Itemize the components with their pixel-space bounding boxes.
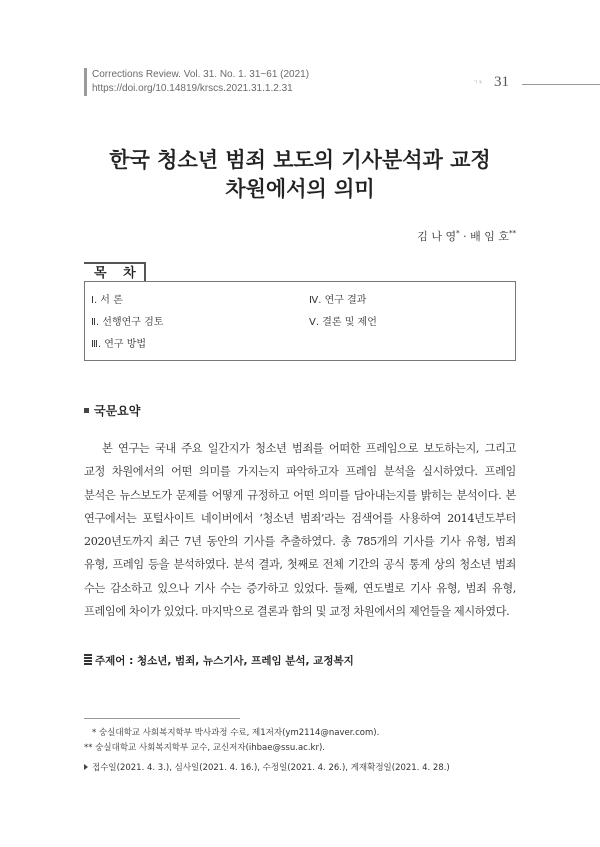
toc-item-results[interactable]: Ⅳ. 연구 결과 [309,295,367,306]
keywords-terms: 청소년, 범죄, 뉴스기사, 프레임 분석, 교정복지 [136,655,354,667]
submission-dates [84,761,450,776]
abstract-heading [84,402,140,419]
footnote-author-1: * 숭실대학교 사회복지학부 박사과정 수료, 제1저자(ym2114@naver.com). [92,728,380,738]
running-mark: ㄱㅊ [473,80,483,86]
toc-item-intro[interactable]: Ⅰ. 서 론 [91,295,123,306]
toc-box [84,281,516,361]
abstract-heading-text: 국문요약 [94,404,141,418]
toc-label: 목 차 [84,262,146,281]
title-line-2: 차원에서의 의미 [225,177,375,201]
journal-citation: Corrections Review. Vol. 31. No. 1. 31~61 (2021) [92,69,310,80]
authors [417,228,516,244]
keywords-label: 주제어 [95,655,126,667]
footnotes [84,726,450,776]
toc-item-literature[interactable]: Ⅱ. 선행연구 검토 [91,317,164,328]
square-bullet-icon [84,408,89,413]
abstract-body: 본 연구는 국내 주요 일간지가 청소년 범죄를 어떠한 프레임으로 보도하는지, 그리고 교정 차원에서의 어떤 의미를 가지는지 파악하고자 프레임 분석을 실시하였다. 프레임 분석은 뉴스보도가 문제를 어떻게 규정하고 어떤 의미를 담아내는지를 밝히는 분석이다. 본 연구에서는 포털사이트 네이버에서 ‘청소년 범죄’라는 검색어를 사용하여 2014년도부터 2020년도까지 최근 7년 동안의 기사를 추출하였다. 총 785개의 기사를 기사 유형, 범죄 유형, 프레임 등을 분석하였다. 분석 결과, 첫째로 전체 기간의 공식 통계 상의 청소년 범죄 수는 감소하고 있으나 기사 수는 증가하고 있었다. 둘째, 연도별로 기사 유형, 범죄 유형, 프레임에 차이가 있었다. 마지막으로 결론과 함의 및 교정 차원에서의 제언들을 제시하였다. [84,442,516,619]
submission-dates-text: 접수일(2021. 4. 3.), 심사일(2021. 4. 16.), 수정일(2021. 4. 26.), 게재확정일(2021. 4. 28.) [92,763,450,773]
keywords [84,653,354,668]
title-line-1: 한국 청소년 범죄 보도의 기사분석과 교정 [109,148,491,172]
author-1: 김 나 영 [417,230,457,243]
keyword-marker-icon [84,654,92,665]
article-title [60,146,540,204]
doi-link[interactable]: https://doi.org/10.14819/krscs.2021.31.1.2.31 [92,83,293,94]
author-separator: · [459,230,471,243]
author-1-mark: * [456,229,460,238]
toc-item-method[interactable]: Ⅲ. 연구 방법 [91,339,147,350]
author-2: 배 임 호 [470,230,509,243]
header-rule [522,84,600,85]
footnote-rule [84,718,240,719]
footnote-author-2: ** 숭실대학교 사회복지학부 교수, 교신저자(ihbae@ssu.ac.kr). [84,742,325,753]
page-number: 31 [494,74,509,90]
journal-header [84,68,309,96]
toc-item-conclusion[interactable]: Ⅴ. 결론 및 제언 [309,317,377,328]
author-2-mark: ** [509,229,516,238]
keywords-colon: : [125,655,137,667]
triangle-bullet-icon [84,764,88,770]
